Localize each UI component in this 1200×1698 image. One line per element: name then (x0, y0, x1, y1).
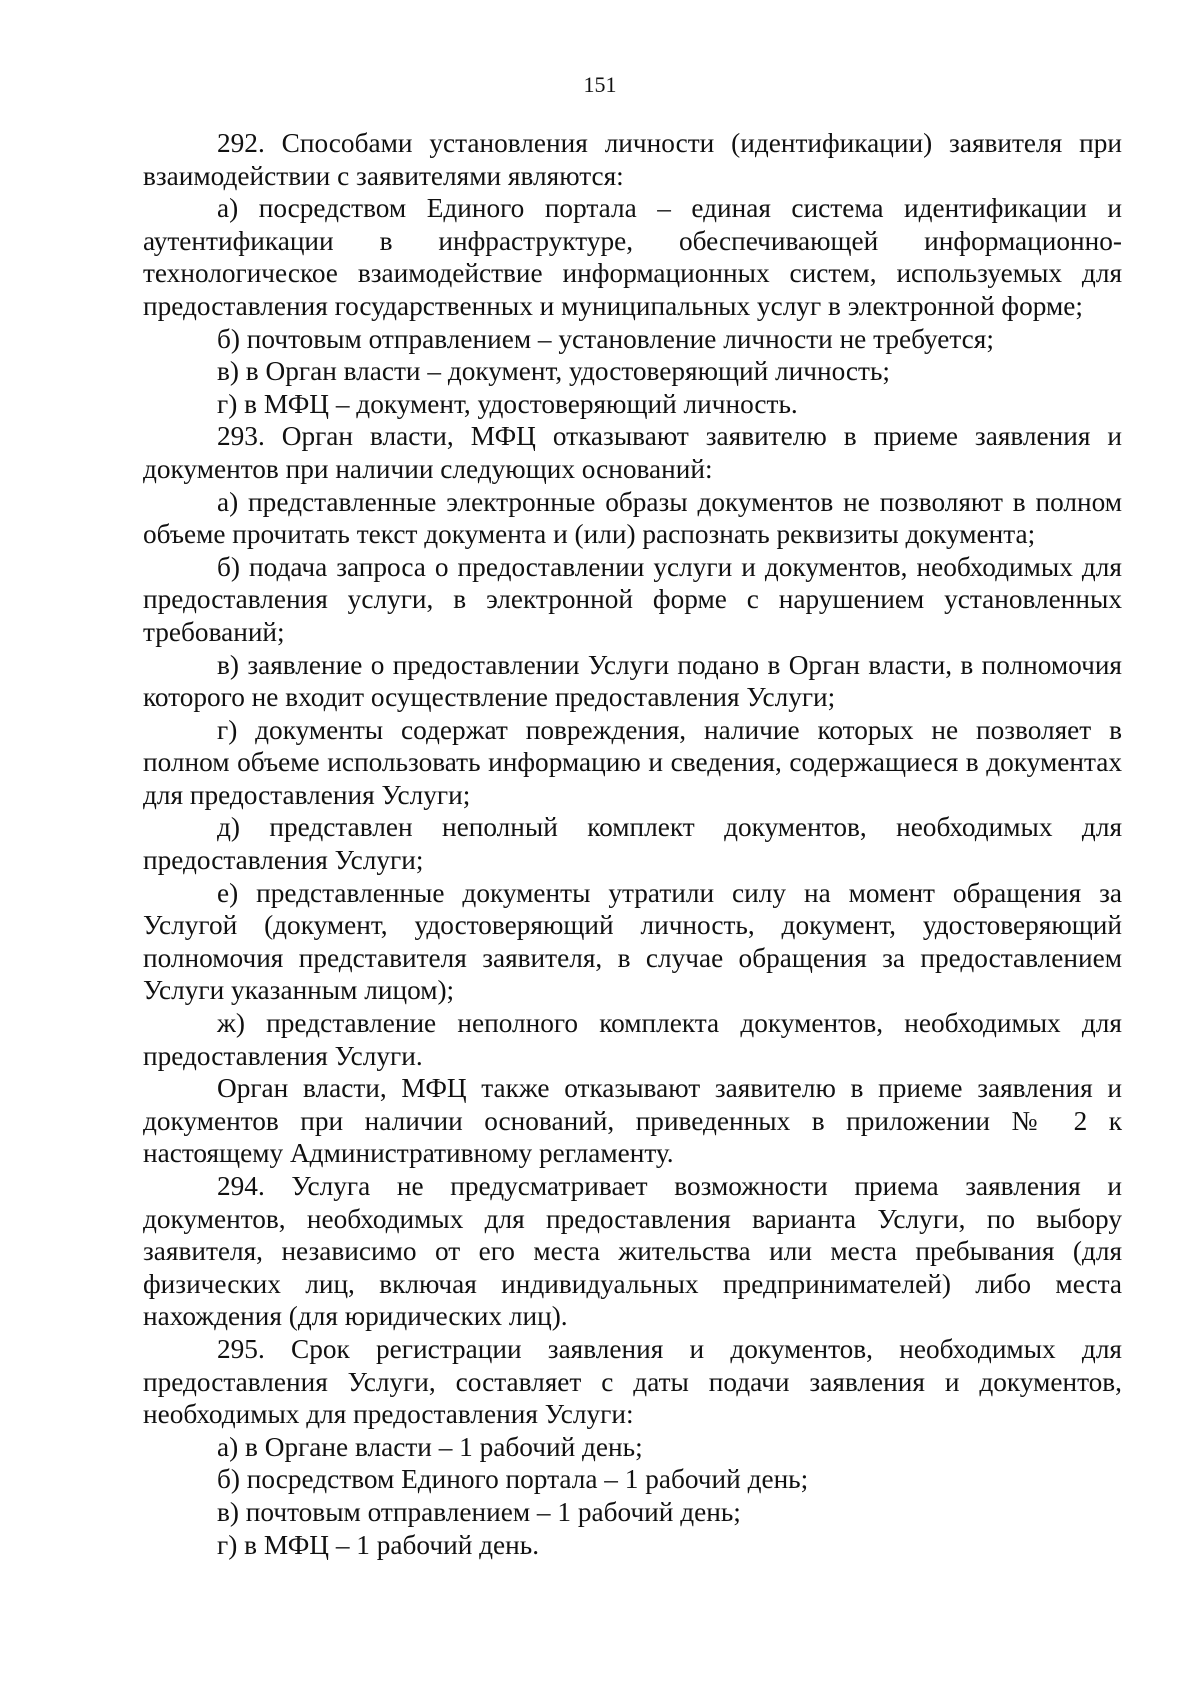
page-number: 151 (583, 72, 617, 97)
paragraph-295-a: а) в Органе власти – 1 рабочий день; (217, 1431, 643, 1462)
paragraph-293-b: б) подача запроса о предоставлении услуги и документов, необходимых для предоставления услуги, в электронной форме с нарушением установленных требований; (143, 551, 1122, 647)
paragraph-293-additional: Орган власти, МФЦ также отказывают заявителю в приеме заявления и документов при наличии оснований, приведенных в приложении № 2 к настоящему Административному регламенту. (143, 1073, 1122, 1169)
paragraph-293-g: г) документы содержат повреждения, наличие которых не позволяет в полном объеме использовать информацию и сведения, содержащиеся в документах для предоставления Услуги; (143, 714, 1122, 810)
paragraph-292-g: г) в МФЦ – документ, удостоверяющий личность. (217, 388, 798, 419)
paragraph-292-intro: 292. Способами установления личности (идентификации) заявителя при взаимодействии с заявителями являются: (143, 128, 1122, 191)
paragraph-292-b: б) почтовым отправлением – установление личности не требуется; (217, 323, 994, 354)
paragraph-295-g: г) в МФЦ – 1 рабочий день. (217, 1529, 540, 1560)
paragraph-293-a: а) представленные электронные образы документов не позволяют в полном объеме прочитать текст документа и (или) распознать реквизиты документа; (143, 486, 1122, 550)
paragraph-295-intro: 295. Срок регистрации заявления и документов, необходимых для предоставления Услуги, составляет с даты подачи заявления и документов, необходимых для предоставления Услуги: (143, 1333, 1122, 1430)
paragraph-292-v: в) в Орган власти – документ, удостоверяющий личность; (217, 356, 891, 387)
paragraph-293-intro: 293. Орган власти, МФЦ отказывают заявителю в приеме заявления и документов при наличии следующих оснований: (143, 421, 1122, 484)
paragraph-294: 294. Услуга не предусматривает возможности приема заявления и документов, необходимых для предоставления варианта Услуги, по выбору заявителя, независимо от его места жительства или места пребывания (для физических лиц, включая индивидуальных предпринимателей) либо места нахождения (для юридических лиц). (143, 1171, 1122, 1332)
paragraph-293-v: в) заявление о предоставлении Услуги подано в Орган власти, в полномочия которого не входит осуществление предоставления Услуги; (143, 649, 1122, 713)
paragraph-293-zh: ж) представление неполного комплекта документов, необходимых для предоставления Услуги. (143, 1008, 1122, 1071)
paragraph-295-v: в) почтовым отправлением – 1 рабочий день; (217, 1496, 741, 1527)
paragraph-295-b: б) посредством Единого портала – 1 рабочий день; (217, 1464, 809, 1495)
paragraph-292-a: а) посредством Единого портала – единая система идентификации и аутентификации в инфраструктуре, обеспечивающей информационно-технологическое взаимодействие информационных систем, используемых для предоставления государственных и муниципальных услуг в электронной форме; (143, 193, 1122, 321)
paragraph-293-e: е) представленные документы утратили силу на момент обращения за Услугой (документ, удостоверяющий личность, документ, удостоверяющий полномочия представителя заявителя, в случае обращения за предоставлением Услуги указанным лицом); (143, 877, 1122, 1006)
document-body (143, 127, 1122, 1561)
paragraph-293-d: д) представлен неполный комплект документов, необходимых для предоставления Услуги; (143, 812, 1122, 876)
